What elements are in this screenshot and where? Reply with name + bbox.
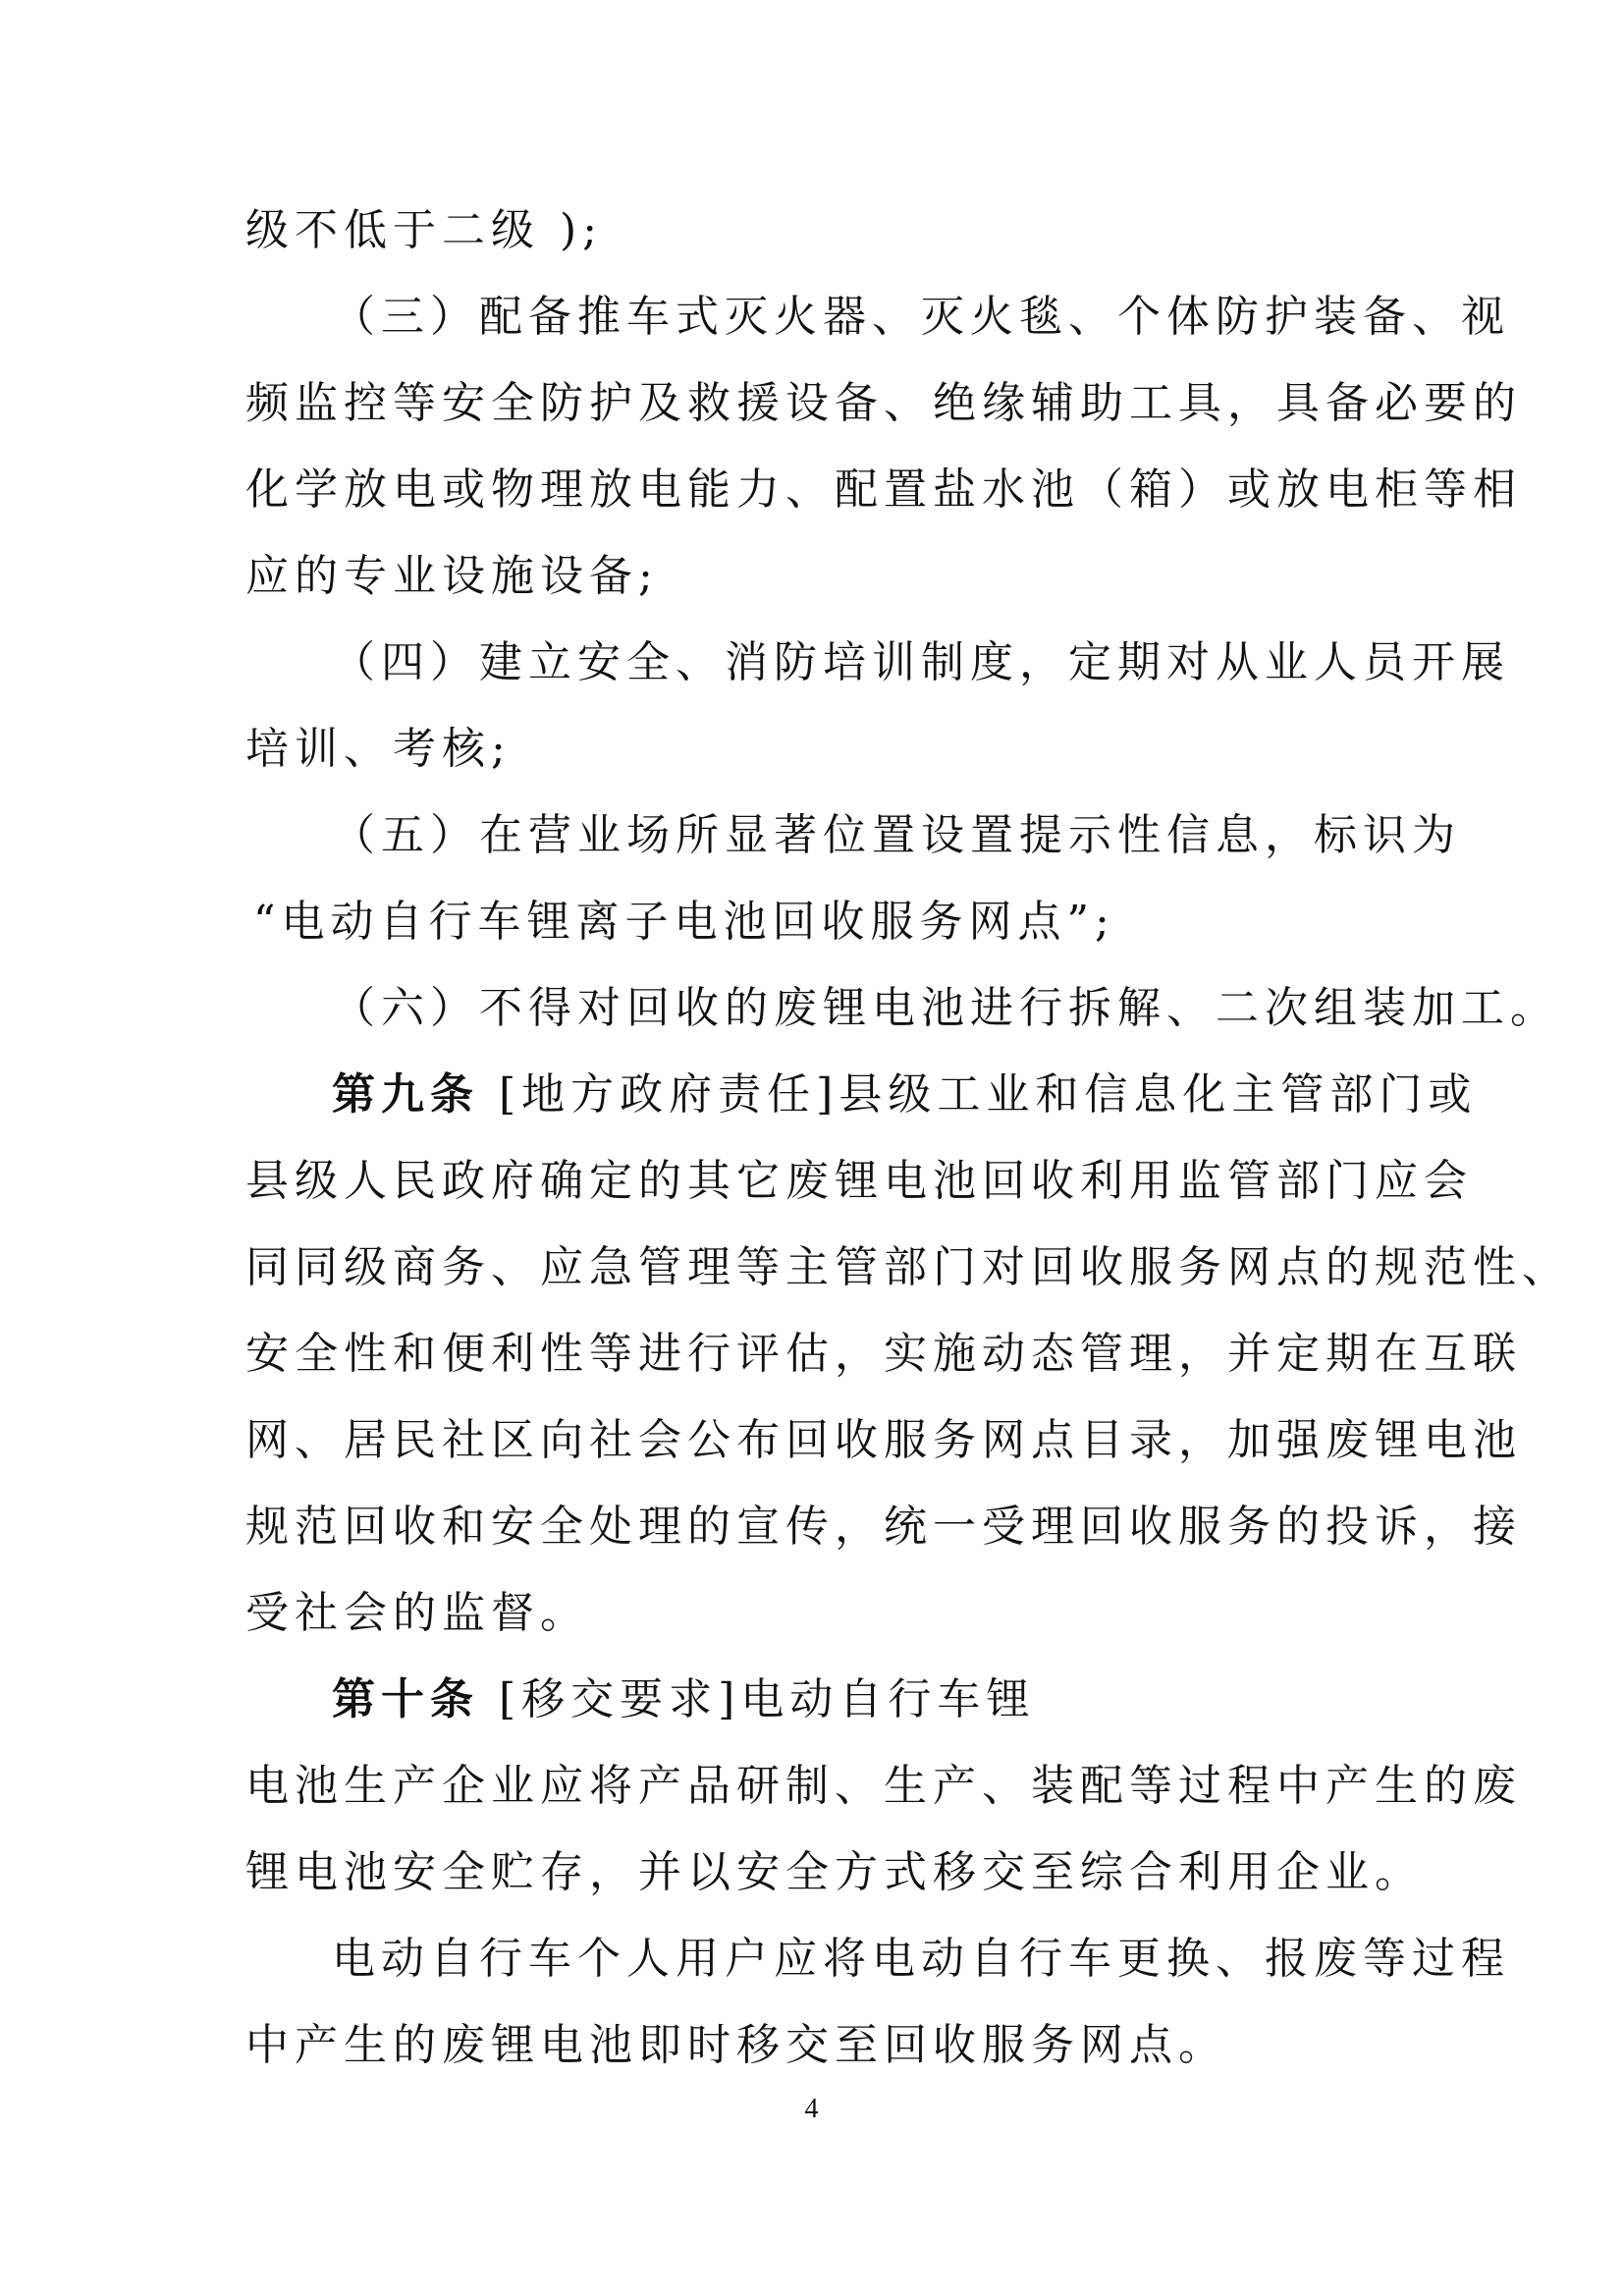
- text-line: 频监控等安全防护及救援设备、绝缘辅助工具，具备必要的: [245, 378, 1522, 428]
- text-line: 级不低于二级 );: [245, 205, 603, 255]
- text-line: 化学放电或物理放电能力、配置盐水池（箱）或放电柜等相: [245, 465, 1522, 515]
- article-9-tag: [地方政府责任]: [499, 1069, 839, 1120]
- text-line: 同同级商务、应急管理等主管部门对回收服务网点的规范性、: [245, 1242, 1571, 1292]
- text-line: （五）在营业场所显著位置设置提示性信息，标识为: [332, 810, 1461, 860]
- text-line: 网、居民社区向社会公布回收服务网点目录，加强废锂电池: [245, 1415, 1522, 1465]
- text-line: 锂电池安全贮存，并以安全方式移交至综合利用企业。: [245, 1847, 1424, 1897]
- text-line: “电动自行车锂离子电池回收服务网点”;: [253, 897, 1115, 947]
- text-line: （三）配备推车式灭火器、灭火毯、个体防护装备、视: [332, 292, 1510, 342]
- article-10-tag: [移交要求]: [499, 1674, 741, 1724]
- article-10-text: 电动自行车锂: [740, 1674, 1036, 1724]
- text-line: 县级人民政府确定的其它废锂电池回收利用监管部门应会: [245, 1156, 1473, 1206]
- article-9-first-line: [332, 1066, 1477, 1124]
- article-10-first-line: [332, 1670, 1035, 1729]
- text-line: （四）建立安全、消防培训制度，定期对从业人员开展: [332, 637, 1510, 687]
- text-line: 受社会的监督。: [245, 1588, 589, 1638]
- text-line: 电池生产企业应将产品研制、生产、装配等过程中产生的废: [245, 1761, 1522, 1811]
- page-number: 4: [804, 2094, 819, 2124]
- text-line: 应的专业设施设备;: [245, 551, 659, 601]
- text-line: 中产生的废锂电池即时移交至回收服务网点。: [245, 2020, 1227, 2070]
- text-line: 培训、考核;: [245, 724, 512, 774]
- text-line: 规范回收和安全处理的宣传，统一受理回收服务的投诉，接: [245, 1502, 1522, 1552]
- text-line: （六）不得对回收的废锂电池进行拆解、二次组装加工。: [332, 983, 1559, 1033]
- text-line: 安全性和便利性等进行评估，实施动态管理，并定期在互联: [245, 1329, 1522, 1379]
- article-9-heading: 第九条: [332, 1069, 479, 1120]
- text-line: 电动自行车个人用户应将电动自行车更换、报废等过程: [332, 1934, 1510, 1984]
- article-9-text: 县级工业和信息化主管部门或: [839, 1069, 1478, 1120]
- article-10-heading: 第十条: [332, 1674, 479, 1724]
